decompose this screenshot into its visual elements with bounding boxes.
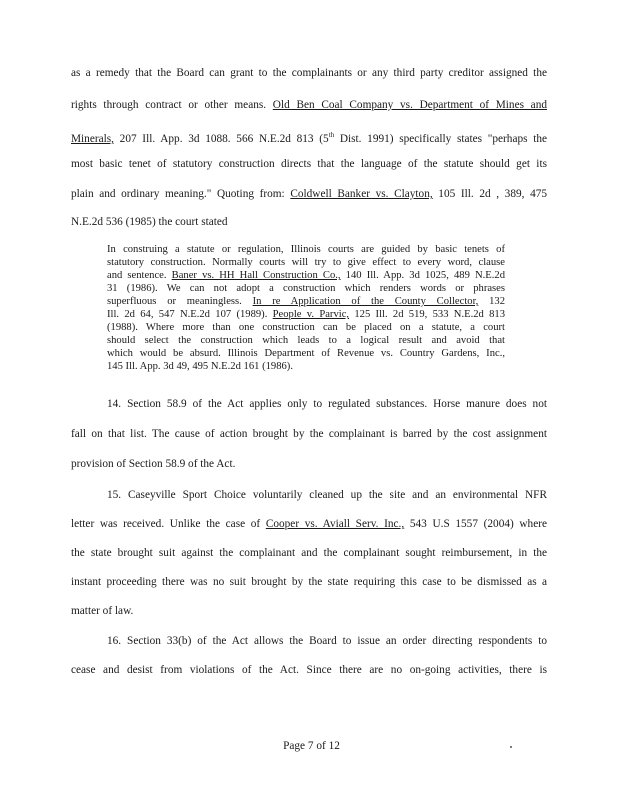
para15-line-5: matter of law.	[71, 605, 134, 617]
quote-line-3: and sentence. Baner vs. HH Hall Construction Co., 140 Ill. App. 3d 1025, 489 N.E.2d	[107, 270, 505, 281]
quote-line-10: 145 Ill. App. 3d 49, 495 N.E.2d 161 (1986).	[107, 361, 293, 372]
para14-line-1: 14. Section 58.9 of the Act applies only to regulated substances. Horse manure does not	[107, 398, 547, 410]
quote-line-9: which would be absurd. Illinois Department of Revenue vs. Country Gardens, Inc.,	[107, 348, 505, 359]
case-citation-coldwell: Coldwell Banker vs. Clayton,	[290, 188, 433, 200]
case-citation-old-ben: Old Ben Coal Company vs. Department of Mines and	[272, 99, 547, 111]
para15-line-1: 15. Caseyville Sport Choice voluntarily cleaned up the site and an environmental NFR	[107, 489, 547, 501]
quote-line-4: 31 (1986). We can not adopt a construction which renders words or phrases	[107, 283, 505, 294]
para15-line-2: letter was received. Unlike the case of Cooper vs. Aviall Serv. Inc., 543 U.S 1557 (2004) where	[71, 518, 547, 530]
para16-line-2: cease and desist from violations of the Act. Since there are no on-going activities, there is	[71, 664, 547, 676]
scan-speck	[510, 746, 512, 748]
quote-line-6: Ill. 2d 64, 547 N.E.2d 107 (1989). People v. Parvic, 125 Ill. 2d 519, 533 N.E.2d 813	[107, 309, 506, 320]
case-citation-baner: Baner vs. HH Hall Construction Co.,	[171, 270, 341, 281]
para14-line-2: fall on that list. The cause of action brought by the complainant is barred by the cost assignment	[71, 428, 547, 440]
case-citation-cooper: Cooper vs. Aviall Serv. Inc.,	[265, 518, 405, 530]
para13-line-3: Minerals, 207 Ill. App. 3d 1088. 566 N.E.2d 813 (5th Dist. 1991) specifically states "perhaps the	[71, 131, 548, 145]
para13-line-5: plain and ordinary meaning." Quoting from: Coldwell Banker vs. Clayton, 105 Ill. 2d , 389, 475	[71, 188, 548, 200]
para13-line-6: N.E.2d 536 (1985) the court stated	[71, 216, 228, 228]
case-citation-parvic: People v. Parvic,	[272, 309, 350, 320]
case-citation-old-ben-cont: Minerals,	[71, 132, 114, 145]
para14-line-3: provision of Section 58.9 of the Act.	[71, 458, 236, 470]
quote-line-7: (1988). Where more than one construction can be placed on a statute, a court	[107, 322, 505, 333]
case-citation-county-collector: In re Application of the County Collector,	[252, 296, 479, 307]
para16-line-1: 16. Section 33(b) of the Act allows the Board to issue an order directing respondents to	[107, 635, 547, 647]
para13-line-4: most basic tenet of statutory construction directs that the language of the statute should get its	[71, 158, 547, 170]
quote-line-8: should select the construction which leads to a logical result and avoid that	[107, 335, 505, 346]
page-number: Page 7 of 12	[283, 740, 340, 752]
para13-line-1: as a remedy that the Board can grant to the complainants or any third party creditor assigned the	[71, 67, 547, 79]
para13-line-2: rights through contract or other means. Old Ben Coal Company vs. Department of Mines and	[71, 99, 547, 111]
para15-line-4: instant proceeding there was no suit brought by the state requiring this case to be dismissed as a	[71, 576, 547, 588]
quote-line-2: statutory construction. Normally courts will try to give effect to every word, clause	[107, 257, 505, 268]
quote-line-5: superfluous or meaningless. In re Application of the County Collector, 132	[107, 296, 505, 307]
para15-line-3: the state brought suit against the complainant and the complainant sought reimbursement, in the	[71, 547, 547, 559]
quote-line-1: In construing a statute or regulation, Illinois courts are guided by basic tenets of	[107, 244, 505, 255]
